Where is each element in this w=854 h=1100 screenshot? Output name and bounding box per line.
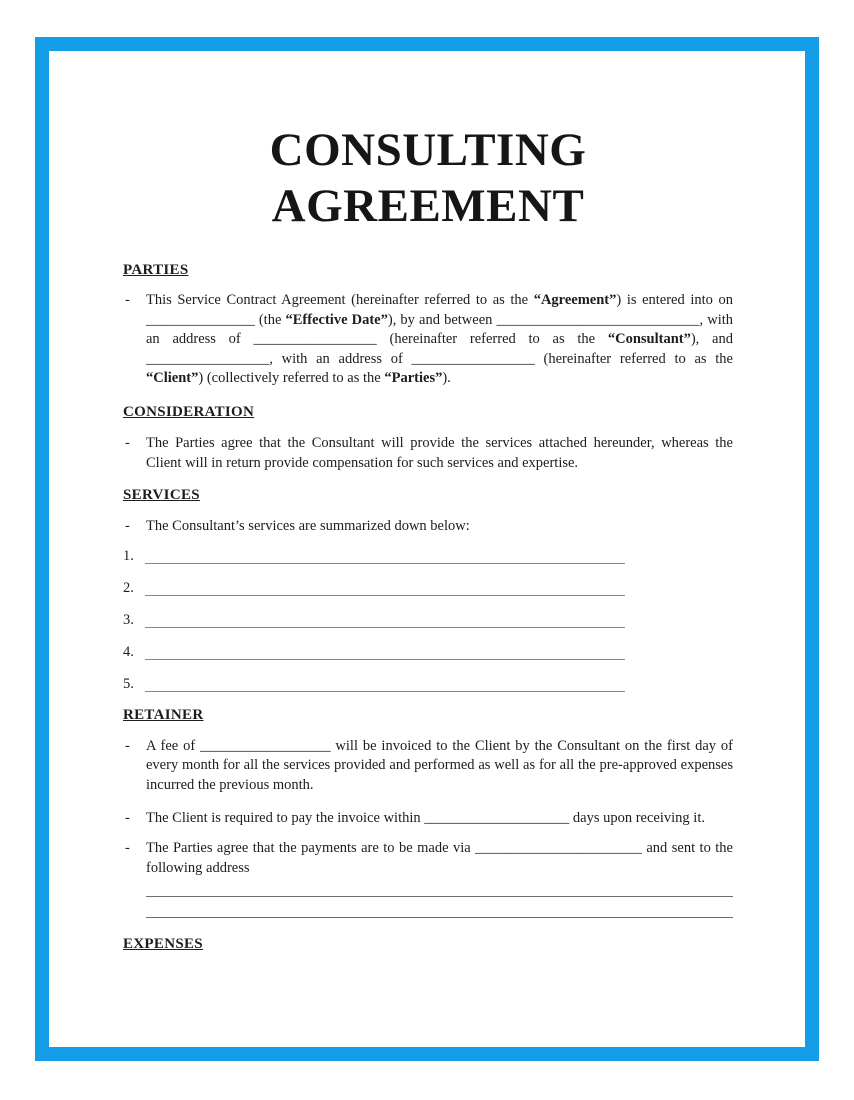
title-line-1: CONSULTING bbox=[269, 124, 587, 176]
text-run: The Consultant’s services are summarized down below: bbox=[146, 518, 470, 535]
text-run: The Parties agree that the Consultant will provide the services attached hereunder, whereas the Client will in return provide compensation for such services and expertise. bbox=[146, 434, 733, 471]
paragraph-text bbox=[146, 840, 733, 876]
bullet-item bbox=[123, 517, 733, 537]
numbered-item-label: 3. bbox=[123, 611, 134, 628]
text-run: “Effective Date” bbox=[285, 311, 388, 328]
numbered-item bbox=[123, 546, 625, 566]
dash-bullet: - bbox=[125, 840, 130, 857]
section-heading-services: SERVICES bbox=[123, 487, 200, 504]
text-run: The Parties agree that the payments are to be made via bbox=[146, 840, 476, 857]
numbered-item bbox=[123, 610, 625, 630]
paragraph-text bbox=[146, 518, 470, 534]
text-run: (the bbox=[254, 311, 286, 328]
text-run: “Consultant” bbox=[607, 331, 691, 348]
fill-in-line bbox=[145, 563, 625, 564]
fill-in-line bbox=[145, 595, 625, 596]
paragraph-text bbox=[146, 435, 733, 471]
numbered-item-label: 4. bbox=[123, 643, 134, 660]
services-numbered-list bbox=[123, 546, 733, 694]
section-heading-parties: PARTIES bbox=[123, 262, 189, 278]
fill-in-blank: _______________________ bbox=[475, 840, 642, 857]
fill-in-blank: __________________ bbox=[200, 737, 331, 754]
fill-in-blank: ____________________________ bbox=[496, 311, 700, 328]
fill-in-blank: _______________ bbox=[146, 311, 255, 328]
section-heading-expenses: EXPENSES bbox=[123, 936, 203, 953]
text-run: , with an address of bbox=[146, 311, 734, 348]
numbered-item-label: 2. bbox=[123, 579, 134, 596]
numbered-item bbox=[123, 674, 625, 694]
text-run: (hereinafter referred to as the bbox=[376, 331, 608, 348]
text-run: “Parties” bbox=[384, 370, 443, 387]
fill-in-blank: ____________________ bbox=[424, 809, 570, 826]
text-run: will be invoiced to the Client by the Consultant on the first day of every month for all the services provided and performed as well as for all the pre-approved expenses incurred the previous month. bbox=[146, 737, 733, 793]
text-run: ), by and between bbox=[387, 311, 497, 328]
text-run: ) (collectively referred to as the bbox=[198, 370, 385, 387]
paragraph-text bbox=[146, 292, 733, 386]
text-run: “Agreement” bbox=[533, 292, 617, 308]
bullet-item bbox=[123, 737, 733, 796]
numbered-item bbox=[123, 642, 625, 662]
text-run: ) is entered into on bbox=[616, 292, 733, 308]
document-page bbox=[123, 0, 733, 954]
dash-bullet: - bbox=[125, 292, 130, 308]
text-run: ), and bbox=[690, 331, 733, 348]
text-run: This Service Contract Agreement (hereinafter referred to as the bbox=[146, 292, 534, 308]
title-line-2: AGREEMENT bbox=[271, 180, 585, 232]
text-run: The Client is required to pay the invoice within bbox=[146, 809, 425, 826]
paragraph-text bbox=[146, 738, 733, 793]
numbered-item bbox=[123, 578, 625, 598]
numbered-item-label: 1. bbox=[123, 547, 134, 564]
fill-in-line bbox=[145, 659, 625, 660]
address-fill-in-line bbox=[146, 897, 733, 918]
text-run: (hereinafter referred to as the bbox=[534, 350, 733, 367]
text-run: , with an address of bbox=[269, 350, 412, 367]
fill-in-line bbox=[145, 627, 625, 628]
dash-bullet: - bbox=[125, 518, 130, 535]
bullet-item bbox=[123, 434, 733, 473]
section-heading-retainer: RETAINER bbox=[123, 706, 204, 723]
numbered-item-label: 5. bbox=[123, 675, 134, 692]
bullet-item bbox=[123, 809, 733, 829]
text-run: A fee of bbox=[146, 737, 201, 754]
fill-in-blank: _________________ bbox=[411, 350, 535, 367]
text-run: and sent to the following address bbox=[146, 840, 733, 876]
fill-in-line bbox=[145, 691, 625, 692]
address-fill-in-line bbox=[146, 878, 733, 897]
dash-bullet: - bbox=[125, 809, 130, 826]
bullet-item bbox=[123, 839, 733, 878]
fill-in-blank: _________________ bbox=[253, 331, 377, 348]
fill-in-blank: _________________ bbox=[146, 350, 270, 367]
bullet-item bbox=[123, 291, 733, 389]
section-heading-consideration: CONSIDERATION bbox=[123, 403, 255, 420]
document-title bbox=[123, 122, 733, 234]
paragraph-text bbox=[146, 810, 705, 826]
dash-bullet: - bbox=[125, 434, 130, 451]
text-run: “Client” bbox=[146, 370, 199, 387]
text-run: ). bbox=[442, 370, 451, 387]
text-run: days upon receiving it. bbox=[569, 809, 705, 826]
dash-bullet: - bbox=[125, 737, 130, 754]
